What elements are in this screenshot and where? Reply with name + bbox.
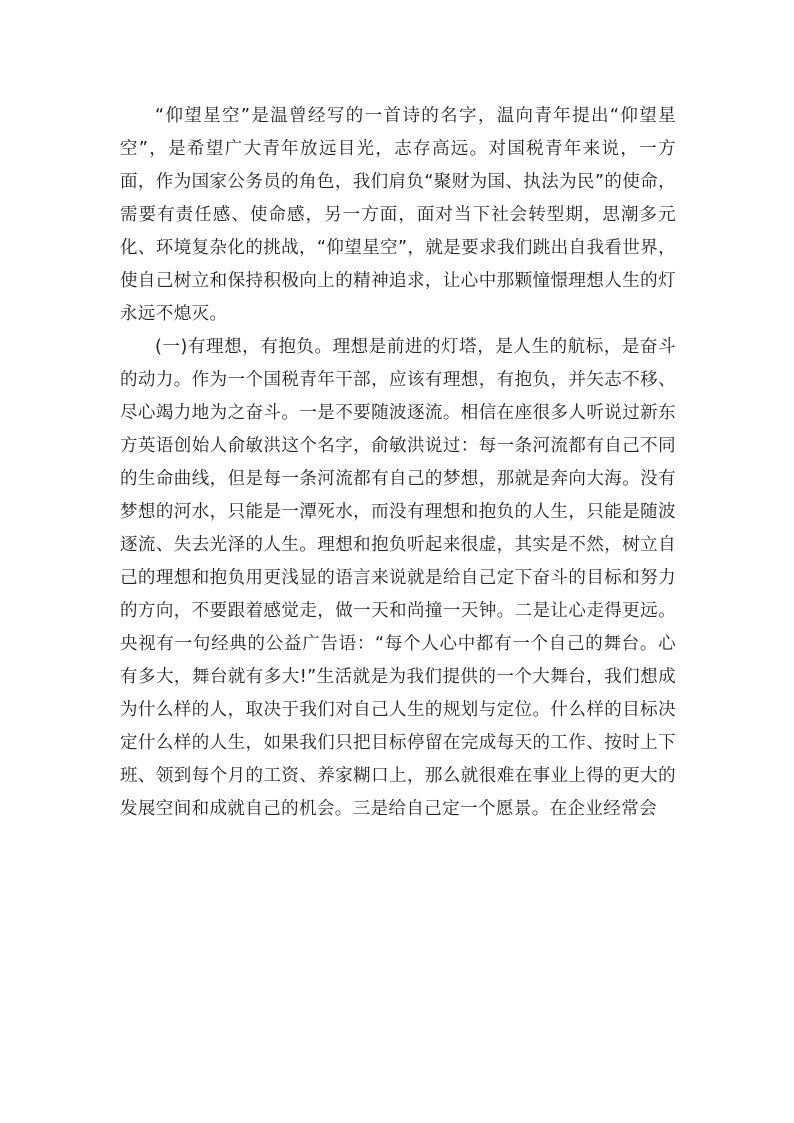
paragraph-intro: “仰望星空”是温曾经写的一首诗的名字，温向青年提出“仰望星空”，是希望广大青年放远目光，志存高远。对国税青年来说，一方面，作为国家公务员的角色，我们肩负“聚财为国、执法为民”的使命，需要有责任感、使命感，另一方面，面对当下社会转型期，思潮多元化、环境复杂化的挑战，“仰望星空”，就是要求我们跳出自我看世界，使自己树立和保持积极向上的精神追求，让心中那颗憧憬理想人生的灯永远不熄灭。 (120, 106, 676, 324)
paragraph-section-1: (一)有理想，有抱负。理想是前进的灯塔，是人生的航标，是奋斗的动力。作为一个国税青年干部，应该有理想，有抱负，并矢志不移、尽心竭力地为之奋斗。一是不要随波逐流。相信在座很多人听说过新东方英语创始人俞敏洪这个名字，俞敏洪说过：每一条河流都有自己不同的生命曲线，但是每一条河流都有自己的梦想，那就是奔向大海。没有梦想的河水，只能是一潭死水，而没有理想和抱负的人生，只能是随波逐流、失去光泽的人生。理想和抱负听起来很虚，其实是不然，树立自己的理想和抱负用更浅显的语言来说就是给自己定下奋斗的目标和努力的方向，不要跟着感觉走，做一天和尚撞一天钟。二是让心走得更远。央视有一句经典的公益广告语：“每个人心中都有一个自己的舞台。心有多大，舞台就有多大!”生活就是为我们提供的一个大舞台，我们想成为什么样的人，取决于我们对自己人生的规划与定位。什么样的目标决定什么样的人生，如果我们只把目标停留在完成每天的工作、按时上下班、领到每个月的工资、养家糊口上，那么就很难在事业上得的更大的发展空间和成就自己的机会。三是给自己定一个愿景。在企业经常会 (120, 337, 676, 819)
document-body (120, 100, 676, 826)
